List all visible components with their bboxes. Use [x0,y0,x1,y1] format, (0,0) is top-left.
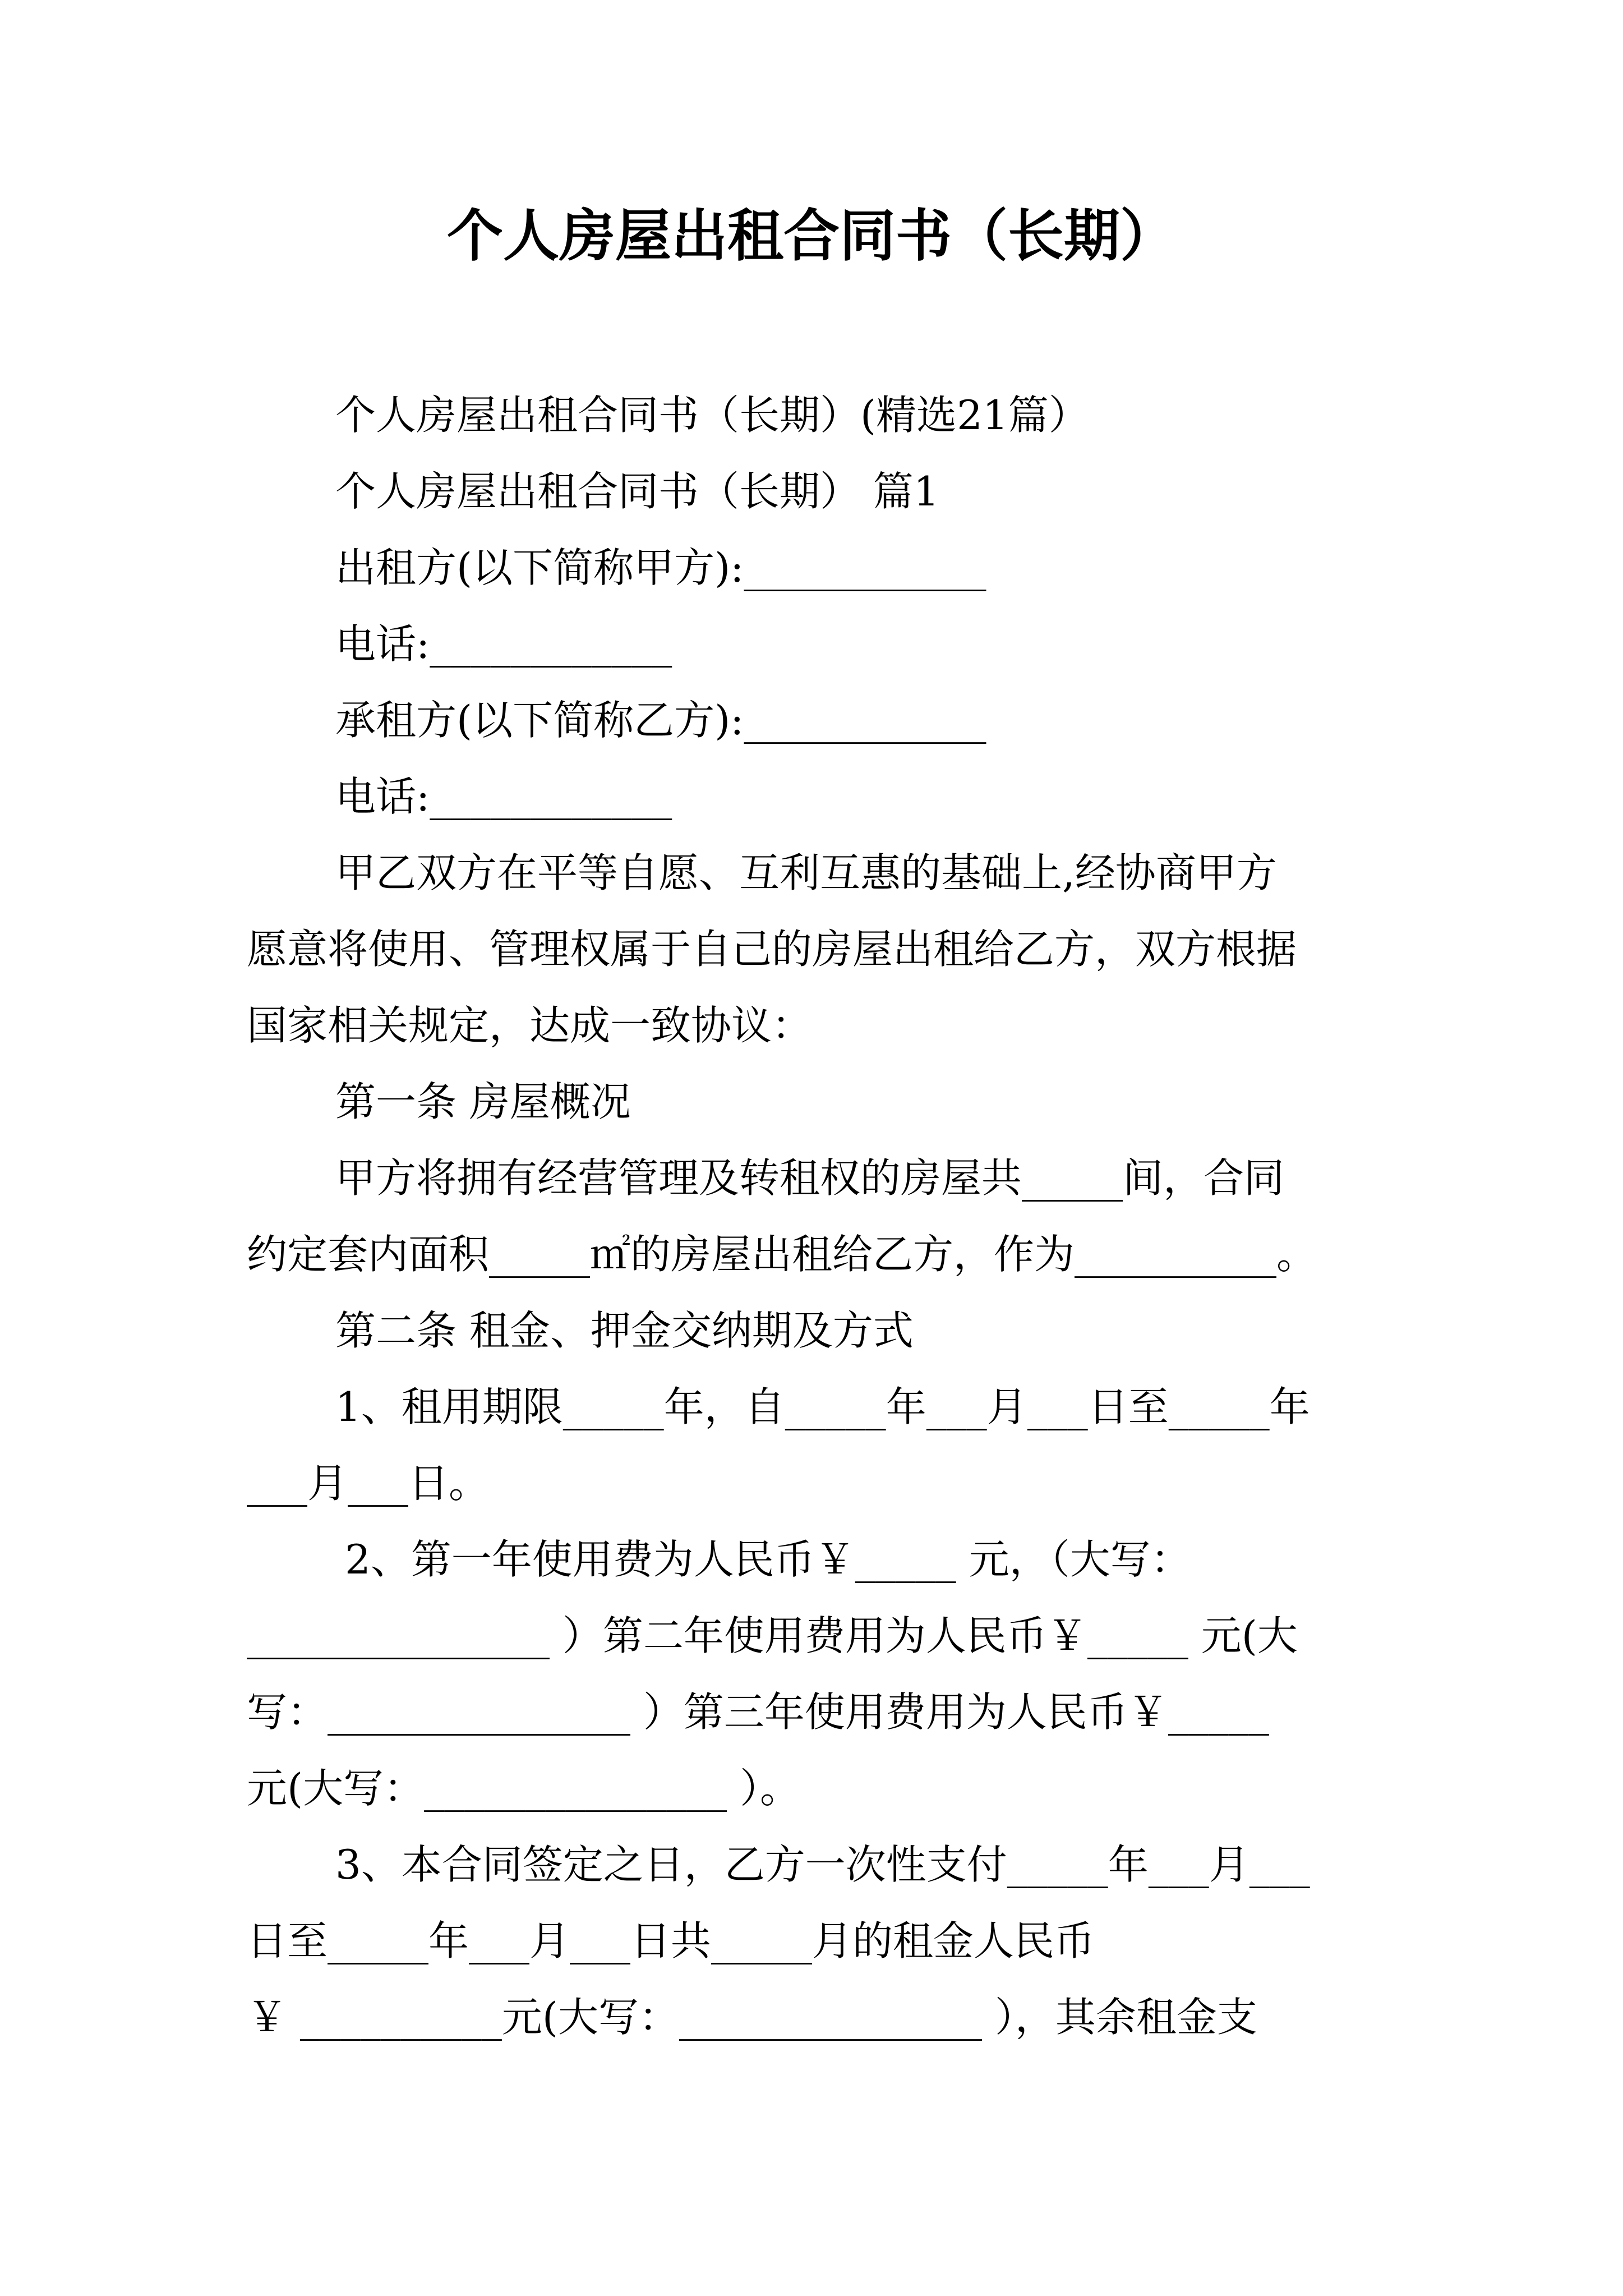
article-heading: 第二条 租金、押金交纳期及方式 [335,1307,914,1354]
paragraph-line: 愿意将使用、管理权属于自己的房屋出租给乙方，双方根据 [247,926,1297,973]
paragraph-line: 1、租用期限_____年，自_____年___月___日至_____年 [335,1383,1310,1430]
paragraph-line: 日至_____年___月___日共_____月的租金人民币 [247,1917,1095,1964]
paragraph-line: ￥ __________元(大写：_______________ ），其余租金支 [247,1994,1257,2041]
section-heading: 个人房屋出租合同书（长期） 篇1 [335,468,939,515]
paragraph-line: _______________ ）第二年使用费用为人民币￥_____ 元(大 [247,1612,1298,1659]
article-heading: 第一条 房屋概况 [335,1078,631,1125]
lessee-field: 承租方(以下简称乙方):____________ [335,697,986,744]
lessee-phone-field: 电话:____________ [335,773,672,820]
paragraph-line: 甲乙双方在平等自愿、互利互惠的基础上,经协商甲方 [335,849,1277,896]
lessor-field: 出租方(以下简称甲方):____________ [335,544,986,591]
subtitle-line: 个人房屋出租合同书（长期）(精选21篇） [335,392,1089,439]
paragraph-line: 2、第一年使用费为人民币￥_____ 元，（大写： [345,1536,1191,1583]
document-title: 个人房屋出租合同书（长期） [447,203,1176,269]
paragraph-line: 甲方将拥有经营管理及转租权的房屋共_____间，合同 [335,1154,1285,1202]
paragraph-line: ___月___日。 [247,1460,490,1507]
paragraph-line: 3、本合同签定之日，乙方一次性支付_____年___月___ [335,1841,1310,1888]
paragraph-line: 元(大写：_______________ ）。 [247,1765,800,1812]
lessor-phone-field: 电话:____________ [335,620,672,668]
paragraph-line: 约定套内面积_____㎡的房屋出租给乙方，作为__________。 [247,1231,1317,1278]
paragraph-line: 写：_______________ ）第三年使用费用为人民币￥_____ [247,1688,1269,1736]
paragraph-line: 国家相关规定，达成一致协议： [247,1002,813,1049]
